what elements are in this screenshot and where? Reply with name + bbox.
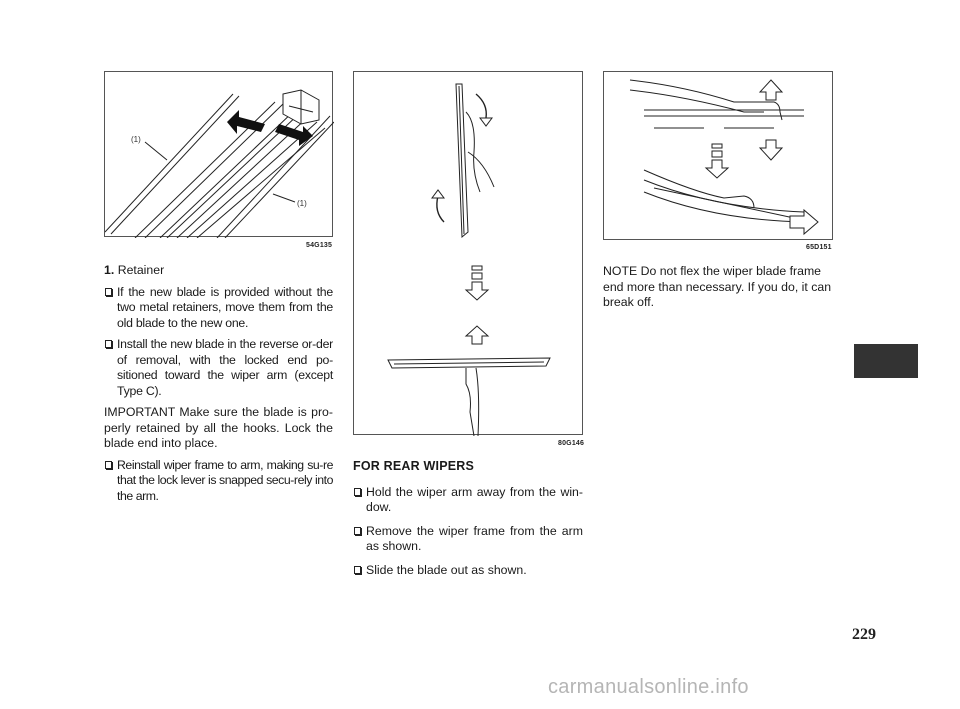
bullet-text: Install the new blade in the reverse or-der of removal, with the locked end po-sitioned toward the wiper arm (except Type C). — [117, 337, 333, 398]
figure-blade-frame — [603, 71, 833, 240]
page-number: 229 — [852, 626, 876, 643]
bullet-text: If the new blade is provided without the two metal retainers, move them from the old blade to the new one. — [117, 284, 333, 330]
figure-rear-wiper — [353, 71, 583, 435]
figure-code: 65D151 — [806, 244, 832, 251]
figure-code: 54G135 — [306, 242, 333, 249]
section-heading: FOR REAR WIPERS — [353, 459, 475, 473]
callout-1-bottom: (1) — [297, 199, 307, 208]
right-column — [603, 264, 833, 316]
bullet-text: Remove the wiper frame from the arm as shown. — [366, 523, 583, 553]
rear-wiper-illustration — [354, 72, 584, 436]
checkbox-bullet-icon — [105, 461, 112, 469]
instruction-bullet — [353, 563, 583, 579]
instruction-bullet — [104, 337, 333, 399]
checkbox-bullet-icon — [354, 527, 361, 535]
bullet-text: Reinstall wiper frame to arm, making su-re that the lock lever is snapped secu-rely into the arm. — [117, 457, 333, 503]
retainer-illustration — [105, 72, 334, 238]
blade-frame-illustration — [604, 72, 834, 241]
instruction-bullet — [353, 524, 583, 555]
retainer-caption — [104, 263, 333, 279]
middle-column — [353, 459, 583, 584]
instruction-bullet — [353, 485, 583, 516]
item-number: 1. — [104, 263, 115, 277]
watermark: carmanualsonline.info — [548, 676, 749, 698]
left-column — [104, 263, 333, 510]
bullet-text: Slide the blade out as shown. — [366, 562, 527, 577]
section-tab-marker — [854, 344, 918, 378]
item-label: Retainer — [117, 263, 165, 277]
instruction-bullet — [104, 458, 333, 505]
callout-1-top: (1) — [131, 135, 141, 144]
checkbox-bullet-icon — [105, 340, 112, 348]
important-note: IMPORTANT Make sure the blade is pro-perly retained by all the hooks. Lock the blade end into place. — [104, 405, 333, 450]
figure-retainer — [104, 71, 333, 237]
figure-code: 80G146 — [558, 440, 585, 447]
instruction-bullet — [104, 285, 333, 332]
note-text: NOTE Do not flex the wiper blade frame end more than necessary. If you do, it can break off. — [603, 264, 832, 309]
checkbox-bullet-icon — [354, 566, 361, 574]
checkbox-bullet-icon — [354, 488, 361, 496]
checkbox-bullet-icon — [105, 288, 112, 296]
bullet-text: Hold the wiper arm away from the win-dow. — [366, 484, 583, 514]
